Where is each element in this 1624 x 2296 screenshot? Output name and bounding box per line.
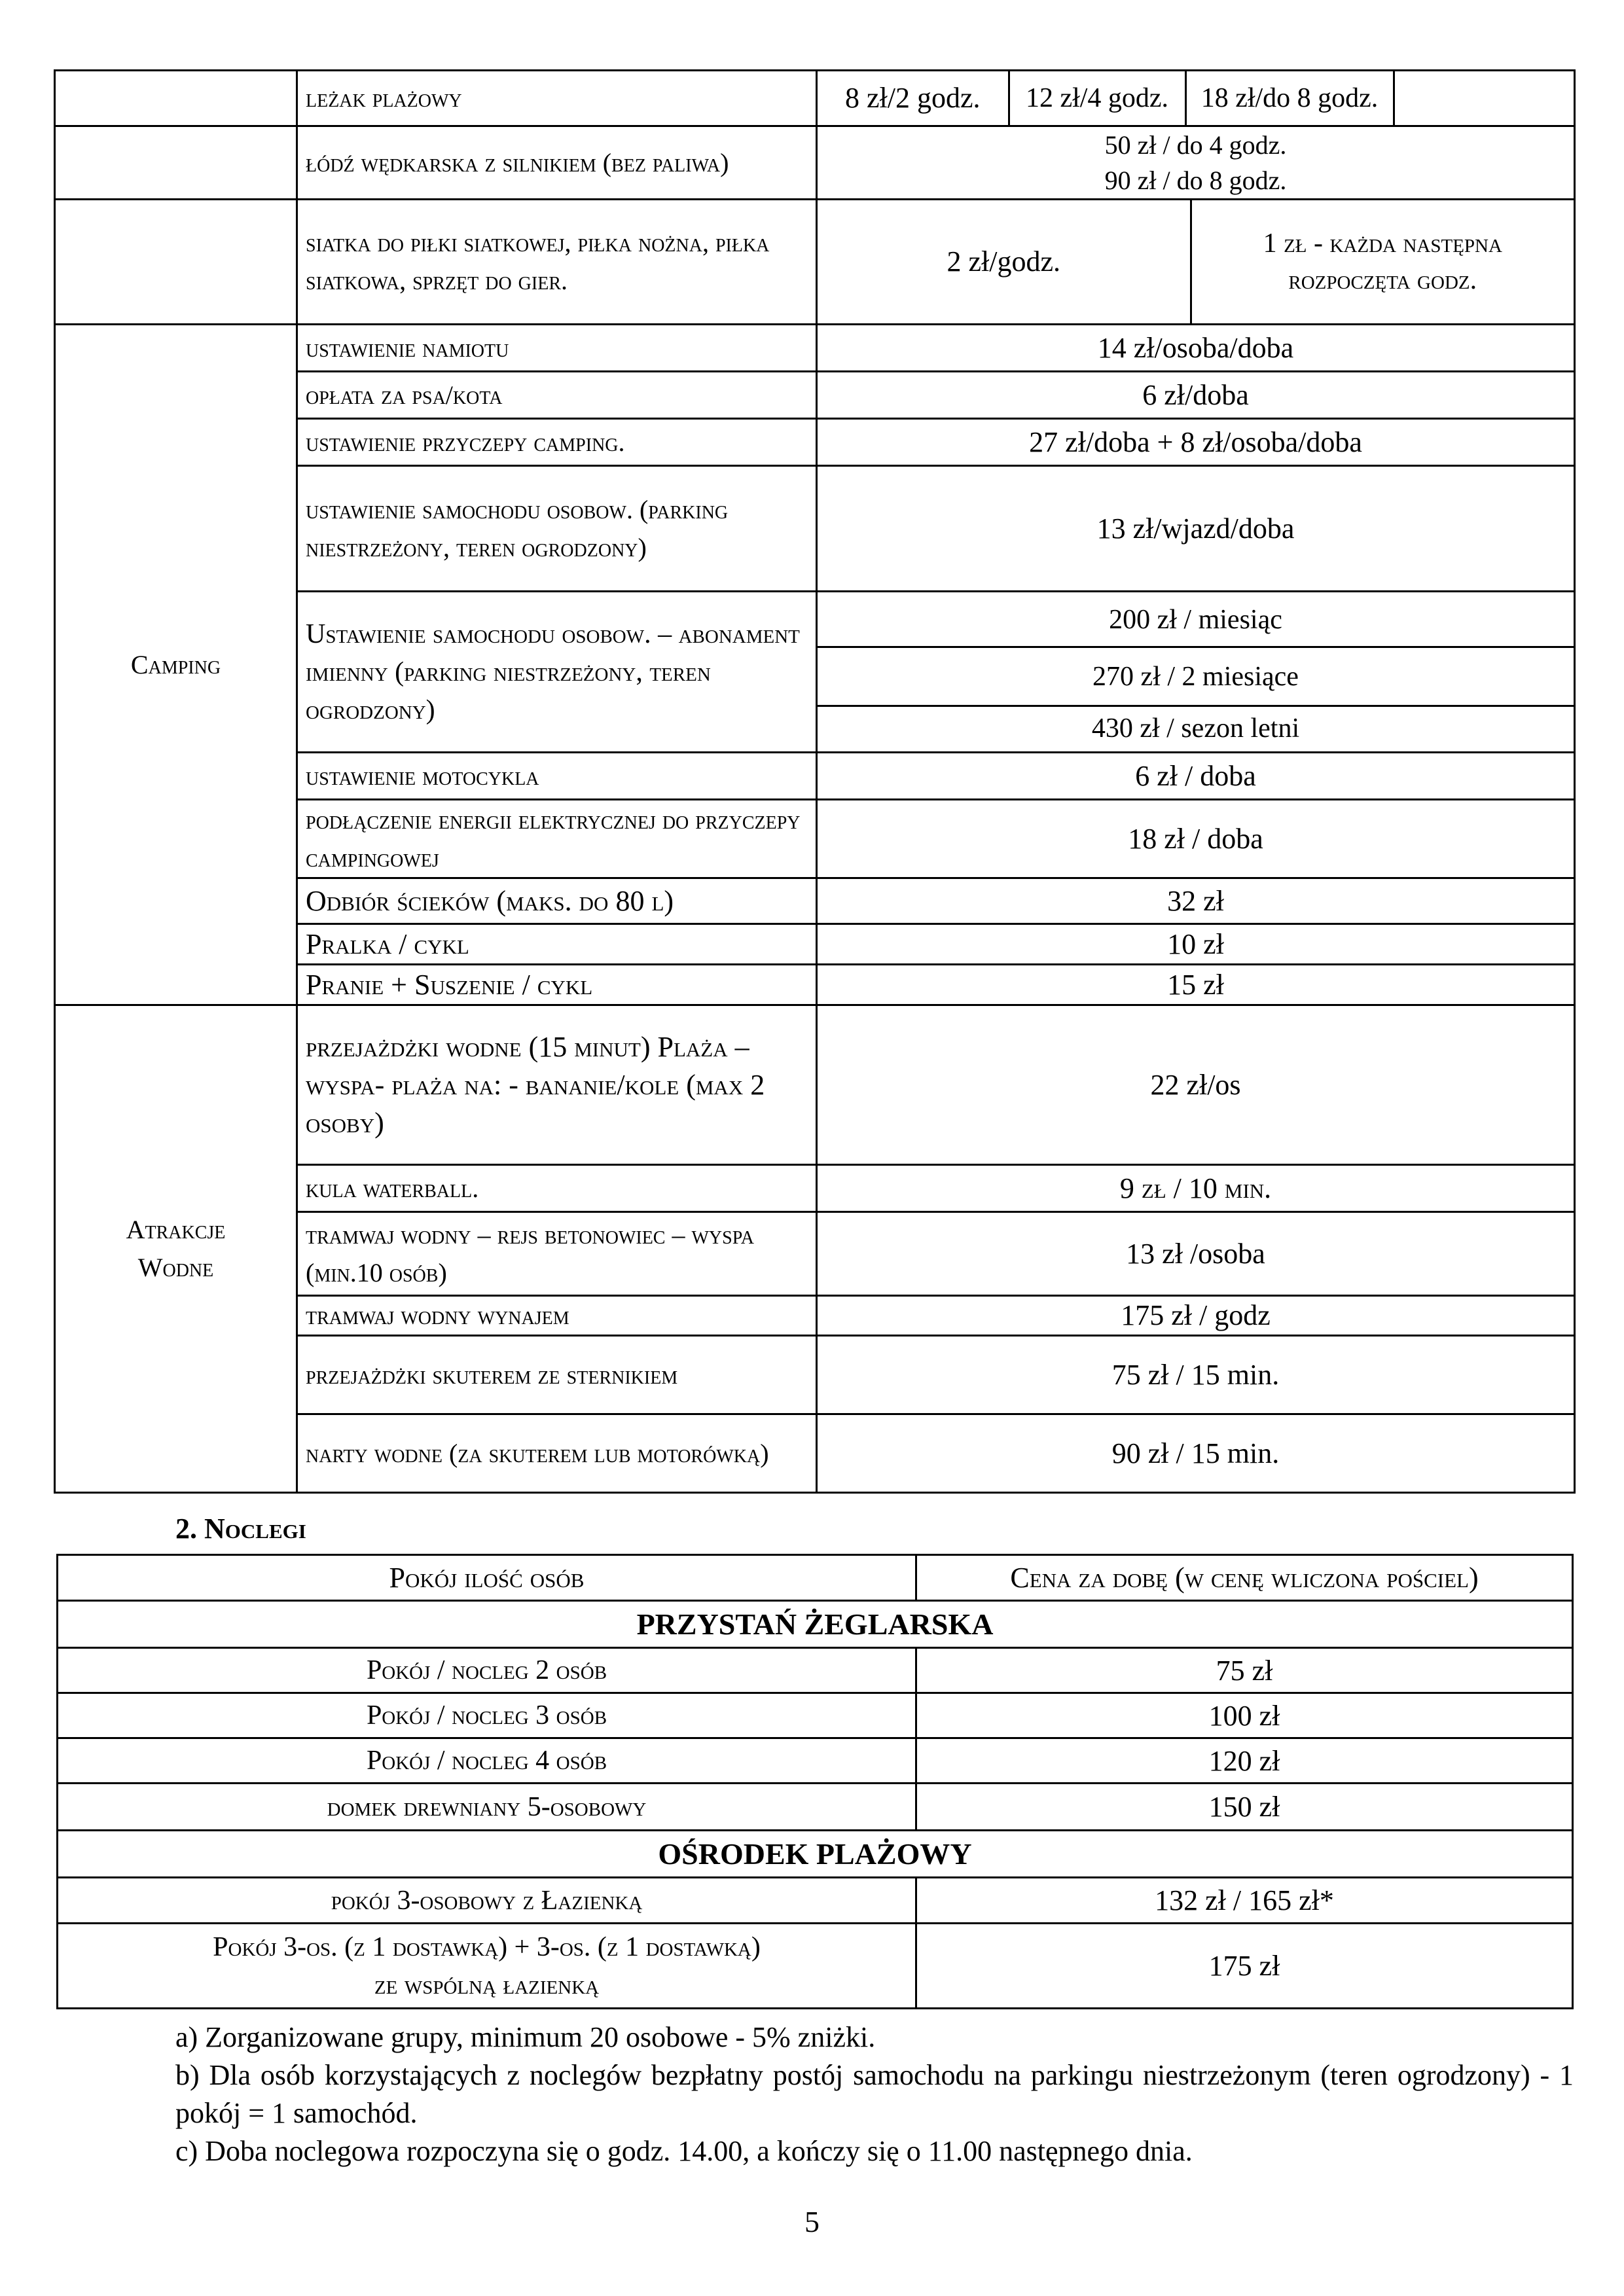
row-label: ustawienie namiotu	[297, 325, 817, 372]
price-cell: 175 zł / godz	[817, 1296, 1575, 1336]
section-heading-noclegi: 2. Noclegi	[175, 1513, 306, 1545]
row-label: ustawienie przyczepy camping.	[297, 419, 817, 466]
section-row: OŚRODEK PLAŻOWY	[58, 1831, 1573, 1878]
row-label: podłączenie energii elektrycznej do przyczepy campingowej	[297, 800, 817, 878]
room-price: 175 zł	[916, 1924, 1573, 2009]
room-name: pokój 3-osobowy z Łazienką	[58, 1878, 916, 1924]
row-label: kula waterball.	[297, 1165, 817, 1212]
price-cell: 9 zł / 10 min.	[817, 1165, 1575, 1212]
room-name: Pokój / nocleg 2 osób	[58, 1648, 916, 1693]
section-row: PRZYSTAŃ ŻEGLARSKA	[58, 1601, 1573, 1648]
note-b: b) Dla osób korzystających z noclegów bezpłatny postój samochodu na parkingu niestrzeżonym (teren ogrodzony) - 1 pokój = 1 samochód.	[175, 2059, 1574, 2129]
category-camping: Camping	[55, 325, 297, 1005]
empty-category-cell	[55, 71, 297, 126]
row-label: leżak plażowy	[297, 71, 817, 126]
row-label: Odbiór ścieków (maks. do 80 l)	[297, 878, 817, 924]
price-cell: 13 zł/wjazd/doba	[817, 466, 1575, 592]
room-name: Pokój / nocleg 4 osób	[58, 1738, 916, 1784]
room-price: 100 zł	[916, 1693, 1573, 1738]
price-cell: 270 zł / 2 miesiące	[818, 647, 1574, 706]
note-a: a) Zorganizowane grupy, minimum 20 osobowe - 5% zniżki.	[175, 2021, 876, 2053]
price-cell: 22 zł/os	[817, 1005, 1575, 1165]
room-price: 120 zł	[916, 1738, 1573, 1784]
room-name: Pokój 3-os. (z 1 dostawką) + 3-os. (z 1 dostawką) ze wspólną łazienką	[58, 1924, 916, 2009]
note-c: c) Doba noclegowa rozpoczyna się o godz. 14.00, a kończy się o 11.00 następnego dnia.	[175, 2135, 1193, 2167]
price-cell: 2 zł/godz.	[947, 245, 1060, 278]
column-header: Cena za dobę (w cenę wliczona pościel)	[916, 1555, 1573, 1601]
price-cell: 10 zł	[817, 924, 1575, 965]
price-cell: 6 zł / doba	[817, 753, 1575, 800]
room-name: domek drewniany 5-osobowy	[58, 1784, 916, 1831]
price-cell: 14 zł/osoba/doba	[817, 325, 1575, 372]
row-label: Ustawienie samochodu osobow. – abonament imienny (parking niestrzeżony, teren ogrodzony)	[297, 592, 817, 753]
row-label: ustawienie motocykla	[297, 753, 817, 800]
row-label: Pralka / cykl	[297, 924, 817, 965]
category-atrakcje-wodne: Atrakcje Wodne	[55, 1005, 297, 1493]
price-cell: 32 zł	[817, 878, 1575, 924]
row-label: narty wodne (za skuterem lub motorówką)	[297, 1414, 817, 1493]
row-label: tramwaj wodny wynajem	[297, 1296, 817, 1336]
row-label: siatka do piłki siatkowej, piłka nożna, piłka siatkowa, sprzęt do gier.	[297, 200, 817, 325]
price-cell: 200 zł / miesiąc	[1109, 604, 1282, 635]
price-cell: 430 zł / sezon letni	[818, 706, 1574, 751]
empty-category-cell	[55, 200, 297, 325]
price-cell: 8 zł/2 godz.	[844, 82, 981, 114]
price-cell: 13 zł /osoba	[817, 1212, 1575, 1296]
price-cell: 1 zł - każda następna rozpoczęta godz.	[1191, 200, 1574, 323]
row-label: opłata za psa/kota	[297, 372, 817, 419]
price-line: 50 zł / do 4 godz.	[1104, 130, 1287, 160]
row-label: ustawienie samochodu osobow. (parking niestrzeżony, teren ogrodzony)	[297, 466, 817, 592]
price-cell: 90 zł / 15 min.	[817, 1414, 1575, 1493]
room-price: 150 zł	[916, 1784, 1573, 1831]
room-name: Pokój / nocleg 3 osób	[58, 1693, 916, 1738]
price-cell: 12 zł/4 godz.	[1009, 71, 1185, 125]
notes	[175, 2018, 1574, 2170]
price-cell: 27 zł/doba + 8 zł/osoba/doba	[817, 419, 1575, 466]
room-price: 75 zł	[916, 1648, 1573, 1693]
row-label: łódź wędkarska z silnikiem (bez paliwa)	[297, 126, 817, 200]
price-cell: 18 zł/do 8 godz.	[1185, 71, 1394, 125]
page-number: 5	[804, 2205, 820, 2238]
price-cell: 6 zł/doba	[817, 372, 1575, 419]
row-label: Pranie + Suszenie / cykl	[297, 965, 817, 1005]
price-line: 90 zł / do 8 godz.	[1104, 165, 1287, 195]
price-table-rentals	[54, 69, 1576, 1494]
price-cell: 75 zł / 15 min.	[817, 1336, 1575, 1414]
price-cell	[1394, 71, 1574, 125]
price-cell: 15 zł	[817, 965, 1575, 1005]
row-label: tramwaj wodny – rejs betonowiec – wyspa (min.10 osób)	[297, 1212, 817, 1296]
price-cell: 18 zł / doba	[817, 800, 1575, 878]
row-label: przejażdżki skuterem ze sternikiem	[297, 1336, 817, 1414]
row-label: przejażdżki wodne (15 minut) Plaża –wyspa- plaża na: - bananie/kole (max 2 osoby)	[297, 1005, 817, 1165]
room-price: 132 zł / 165 zł*	[916, 1878, 1573, 1924]
price-table-accommodation	[56, 1554, 1574, 2009]
empty-category-cell	[55, 126, 297, 200]
column-header: Pokój ilość osób	[58, 1555, 916, 1601]
